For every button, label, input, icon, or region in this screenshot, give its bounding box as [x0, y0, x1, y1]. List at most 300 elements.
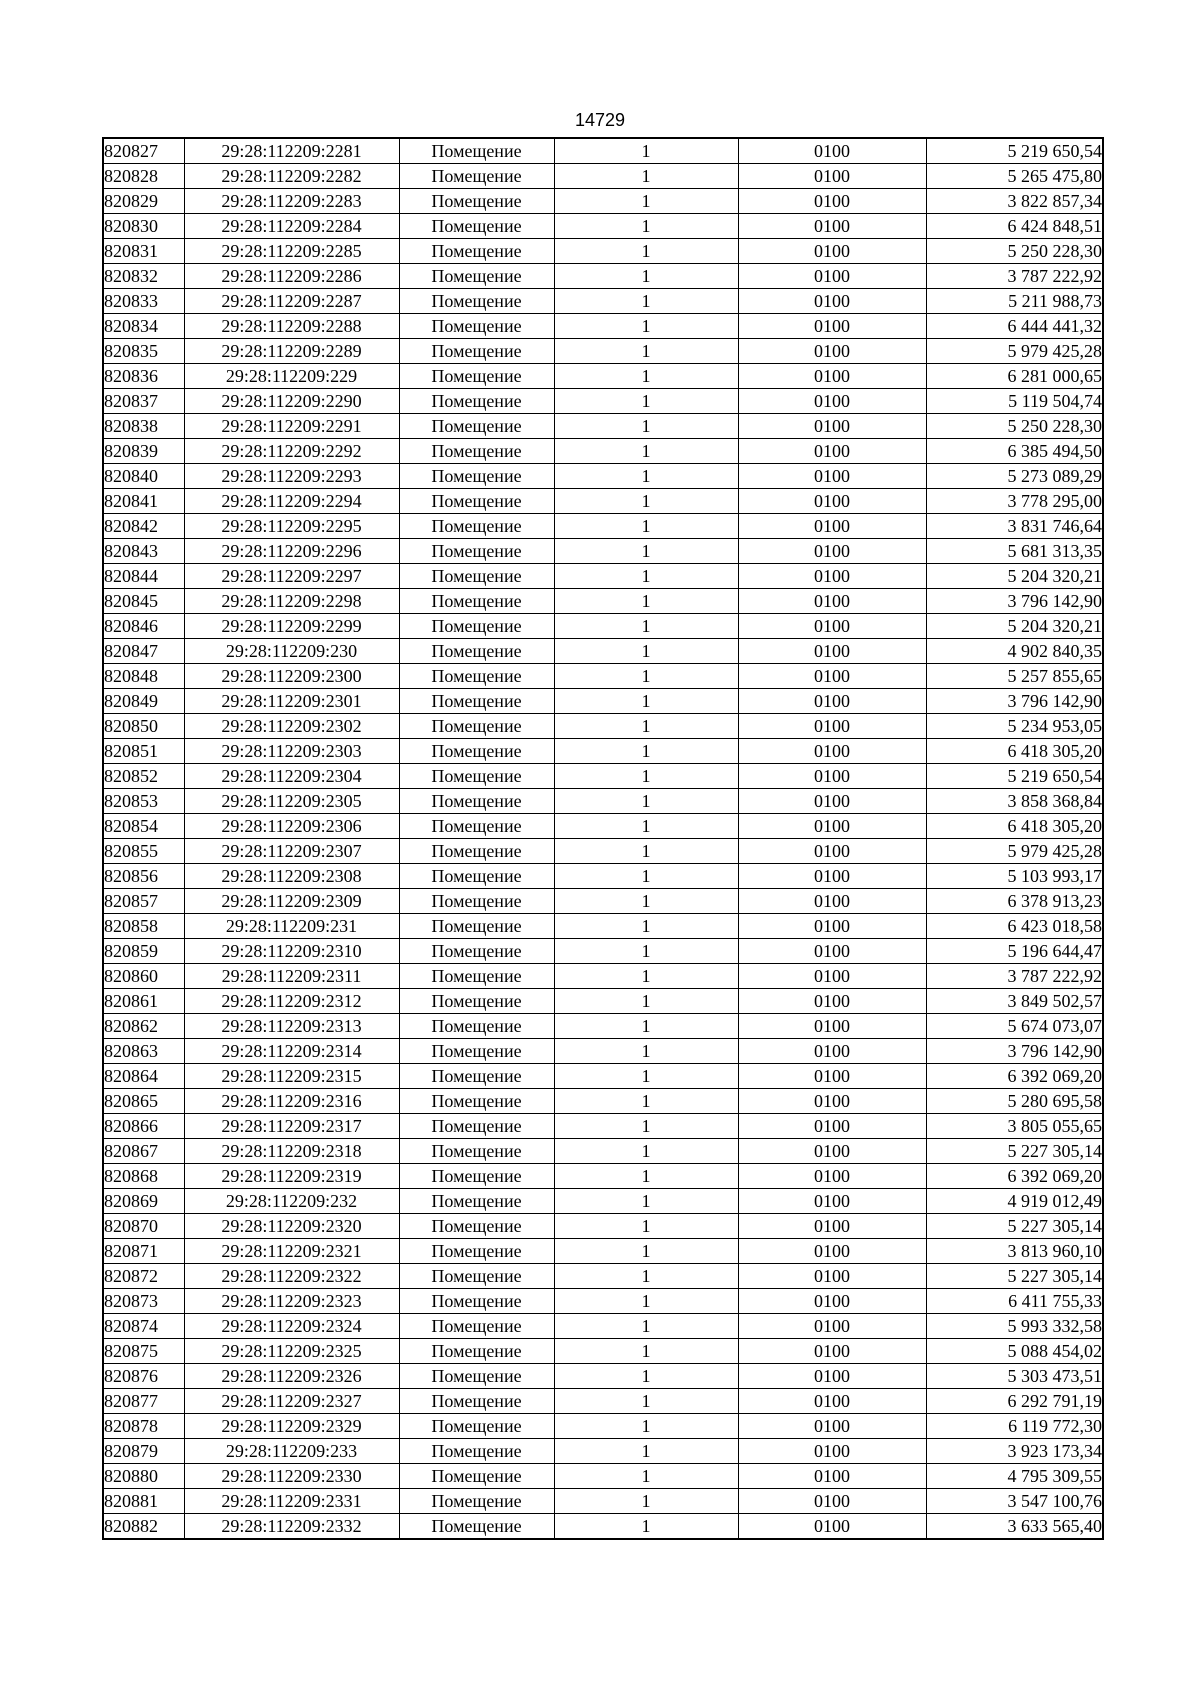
quantity-cell: 1: [554, 289, 738, 314]
code-cell: 0100: [738, 1364, 926, 1389]
object-type-cell: Помещение: [399, 864, 554, 889]
row-number-cell: 820879: [103, 1439, 184, 1464]
table-row: [103, 264, 1103, 289]
object-type-cell: Помещение: [399, 739, 554, 764]
object-type-cell: Помещение: [399, 889, 554, 914]
object-type-cell: Помещение: [399, 789, 554, 814]
row-number-cell: 820840: [103, 464, 184, 489]
code-cell: 0100: [738, 439, 926, 464]
cadastral-number-cell: 29:28:112209:2315: [184, 1064, 399, 1089]
code-cell: 0100: [738, 264, 926, 289]
table-row: [103, 664, 1103, 689]
cadastral-value-cell: 4 902 840,35: [926, 639, 1103, 664]
quantity-cell: 1: [554, 539, 738, 564]
object-type-cell: Помещение: [399, 589, 554, 614]
cadastral-value-cell: 3 787 222,92: [926, 964, 1103, 989]
row-number-cell: 820856: [103, 864, 184, 889]
object-type-cell: Помещение: [399, 939, 554, 964]
quantity-cell: 1: [554, 914, 738, 939]
table-row: [103, 1489, 1103, 1514]
cadastral-value-cell: 6 424 848,51: [926, 214, 1103, 239]
cadastral-value-cell: 3 633 565,40: [926, 1514, 1103, 1540]
object-type-cell: Помещение: [399, 138, 554, 164]
code-cell: 0100: [738, 138, 926, 164]
code-cell: 0100: [738, 1089, 926, 1114]
object-type-cell: Помещение: [399, 1189, 554, 1214]
code-cell: 0100: [738, 164, 926, 189]
cadastral-value-cell: 6 292 791,19: [926, 1389, 1103, 1414]
table-row: [103, 714, 1103, 739]
row-number-cell: 820873: [103, 1289, 184, 1314]
row-number-cell: 820857: [103, 889, 184, 914]
quantity-cell: 1: [554, 239, 738, 264]
cadastral-value-cell: 3 787 222,92: [926, 264, 1103, 289]
cadastral-value-cell: 3 796 142,90: [926, 1039, 1103, 1064]
cadastral-number-cell: 29:28:112209:2318: [184, 1139, 399, 1164]
cadastral-number-cell: 29:28:112209:2302: [184, 714, 399, 739]
code-cell: 0100: [738, 1239, 926, 1264]
table-row: [103, 1339, 1103, 1364]
object-type-cell: Помещение: [399, 564, 554, 589]
quantity-cell: 1: [554, 264, 738, 289]
quantity-cell: 1: [554, 739, 738, 764]
row-number-cell: 820850: [103, 714, 184, 739]
table-row: [103, 464, 1103, 489]
code-cell: 0100: [738, 189, 926, 214]
cadastral-value-cell: 3 822 857,34: [926, 189, 1103, 214]
quantity-cell: 1: [554, 814, 738, 839]
quantity-cell: 1: [554, 1114, 738, 1139]
table-row: [103, 1164, 1103, 1189]
quantity-cell: 1: [554, 189, 738, 214]
cadastral-value-cell: 6 411 755,33: [926, 1289, 1103, 1314]
object-type-cell: Помещение: [399, 414, 554, 439]
object-type-cell: Помещение: [399, 1164, 554, 1189]
cadastral-number-cell: 29:28:112209:2308: [184, 864, 399, 889]
table-row: [103, 639, 1103, 664]
table-row: [103, 1439, 1103, 1464]
object-type-cell: Помещение: [399, 1214, 554, 1239]
cadastral-value-cell: 6 378 913,23: [926, 889, 1103, 914]
cadastral-number-cell: 29:28:112209:2293: [184, 464, 399, 489]
cadastral-value-cell: 5 979 425,28: [926, 339, 1103, 364]
row-number-cell: 820880: [103, 1464, 184, 1489]
code-cell: 0100: [738, 1139, 926, 1164]
cadastral-number-cell: 29:28:112209:2314: [184, 1039, 399, 1064]
row-number-cell: 820868: [103, 1164, 184, 1189]
row-number-cell: 820835: [103, 339, 184, 364]
cadastral-value-cell: 5 119 504,74: [926, 389, 1103, 414]
code-cell: 0100: [738, 1164, 926, 1189]
object-type-cell: Помещение: [399, 339, 554, 364]
row-number-cell: 820872: [103, 1264, 184, 1289]
table-row: [103, 1214, 1103, 1239]
cadastral-value-cell: 5 234 953,05: [926, 714, 1103, 739]
cadastral-value-cell: 5 681 313,35: [926, 539, 1103, 564]
table-row: [103, 289, 1103, 314]
cadastral-value-cell: 5 196 644,47: [926, 939, 1103, 964]
code-cell: 0100: [738, 939, 926, 964]
table-row: [103, 339, 1103, 364]
cadastral-value-cell: 5 303 473,51: [926, 1364, 1103, 1389]
object-type-cell: Помещение: [399, 1489, 554, 1514]
code-cell: 0100: [738, 639, 926, 664]
row-number-cell: 820882: [103, 1514, 184, 1540]
object-type-cell: Помещение: [399, 239, 554, 264]
cadastral-number-cell: 29:28:112209:2327: [184, 1389, 399, 1414]
row-number-cell: 820869: [103, 1189, 184, 1214]
object-type-cell: Помещение: [399, 814, 554, 839]
row-number-cell: 820871: [103, 1239, 184, 1264]
object-type-cell: Помещение: [399, 1439, 554, 1464]
cadastral-number-cell: 29:28:112209:2331: [184, 1489, 399, 1514]
cadastral-number-cell: 29:28:112209:2283: [184, 189, 399, 214]
quantity-cell: 1: [554, 1489, 738, 1514]
cadastral-number-cell: 29:28:112209:2307: [184, 839, 399, 864]
code-cell: 0100: [738, 764, 926, 789]
table-row: [103, 1314, 1103, 1339]
table-row: [103, 539, 1103, 564]
quantity-cell: 1: [554, 1064, 738, 1089]
table-row: [103, 214, 1103, 239]
row-number-cell: 820832: [103, 264, 184, 289]
quantity-cell: 1: [554, 1189, 738, 1214]
code-cell: 0100: [738, 1014, 926, 1039]
quantity-cell: 1: [554, 1214, 738, 1239]
object-type-cell: Помещение: [399, 1339, 554, 1364]
object-type-cell: Помещение: [399, 214, 554, 239]
row-number-cell: 820836: [103, 364, 184, 389]
quantity-cell: 1: [554, 689, 738, 714]
cadastral-value-cell: 3 547 100,76: [926, 1489, 1103, 1514]
table-row: [103, 864, 1103, 889]
cadastral-number-cell: 29:28:112209:2295: [184, 514, 399, 539]
object-type-cell: Помещение: [399, 914, 554, 939]
cadastral-value-cell: 5 250 228,30: [926, 239, 1103, 264]
quantity-cell: 1: [554, 439, 738, 464]
cadastral-value-cell: 5 250 228,30: [926, 414, 1103, 439]
row-number-cell: 820847: [103, 639, 184, 664]
code-cell: 0100: [738, 1514, 926, 1540]
object-type-cell: Помещение: [399, 1414, 554, 1439]
cadastral-number-cell: 29:28:112209:2282: [184, 164, 399, 189]
registry-table: [102, 137, 1104, 1540]
cadastral-number-cell: 29:28:112209:2287: [184, 289, 399, 314]
cadastral-value-cell: 3 778 295,00: [926, 489, 1103, 514]
cadastral-number-cell: 29:28:112209:2313: [184, 1014, 399, 1039]
object-type-cell: Помещение: [399, 1139, 554, 1164]
quantity-cell: 1: [554, 138, 738, 164]
code-cell: 0100: [738, 414, 926, 439]
quantity-cell: 1: [554, 764, 738, 789]
code-cell: 0100: [738, 239, 926, 264]
row-number-cell: 820866: [103, 1114, 184, 1139]
cadastral-number-cell: 29:28:112209:2296: [184, 539, 399, 564]
code-cell: 0100: [738, 389, 926, 414]
quantity-cell: 1: [554, 1464, 738, 1489]
object-type-cell: Помещение: [399, 1114, 554, 1139]
cadastral-value-cell: 4 919 012,49: [926, 1189, 1103, 1214]
cadastral-number-cell: 29:28:112209:2286: [184, 264, 399, 289]
row-number-cell: 820834: [103, 314, 184, 339]
cadastral-number-cell: 29:28:112209:2312: [184, 989, 399, 1014]
cadastral-value-cell: 5 227 305,14: [926, 1214, 1103, 1239]
cadastral-value-cell: 3 849 502,57: [926, 989, 1103, 1014]
quantity-cell: 1: [554, 864, 738, 889]
cadastral-number-cell: 29:28:112209:2310: [184, 939, 399, 964]
row-number-cell: 820838: [103, 414, 184, 439]
object-type-cell: Помещение: [399, 1364, 554, 1389]
cadastral-value-cell: 5 265 475,80: [926, 164, 1103, 189]
quantity-cell: 1: [554, 1364, 738, 1389]
cadastral-number-cell: 29:28:112209:2299: [184, 614, 399, 639]
object-type-cell: Помещение: [399, 164, 554, 189]
cadastral-number-cell: 29:28:112209:2288: [184, 314, 399, 339]
cadastral-number-cell: 29:28:112209:2324: [184, 1314, 399, 1339]
quantity-cell: 1: [554, 1239, 738, 1264]
code-cell: 0100: [738, 1414, 926, 1439]
object-type-cell: Помещение: [399, 389, 554, 414]
cadastral-number-cell: 29:28:112209:2329: [184, 1414, 399, 1439]
quantity-cell: 1: [554, 1139, 738, 1164]
row-number-cell: 820865: [103, 1089, 184, 1114]
code-cell: 0100: [738, 739, 926, 764]
code-cell: 0100: [738, 1039, 926, 1064]
table-row: [103, 1464, 1103, 1489]
object-type-cell: Помещение: [399, 1289, 554, 1314]
cadastral-number-cell: 29:28:112209:2309: [184, 889, 399, 914]
quantity-cell: 1: [554, 1389, 738, 1414]
code-cell: 0100: [738, 464, 926, 489]
table-row: [103, 689, 1103, 714]
table-row: [103, 1514, 1103, 1540]
cadastral-value-cell: 5 674 073,07: [926, 1014, 1103, 1039]
cadastral-number-cell: 29:28:112209:231: [184, 914, 399, 939]
cadastral-number-cell: 29:28:112209:2321: [184, 1239, 399, 1264]
row-number-cell: 820837: [103, 389, 184, 414]
cadastral-value-cell: 6 423 018,58: [926, 914, 1103, 939]
row-number-cell: 820855: [103, 839, 184, 864]
code-cell: 0100: [738, 689, 926, 714]
code-cell: 0100: [738, 564, 926, 589]
row-number-cell: 820839: [103, 439, 184, 464]
quantity-cell: 1: [554, 1289, 738, 1314]
row-number-cell: 820846: [103, 614, 184, 639]
quantity-cell: 1: [554, 214, 738, 239]
object-type-cell: Помещение: [399, 1514, 554, 1540]
cadastral-number-cell: 29:28:112209:2281: [184, 138, 399, 164]
cadastral-number-cell: 29:28:112209:2326: [184, 1364, 399, 1389]
quantity-cell: 1: [554, 1039, 738, 1064]
code-cell: 0100: [738, 614, 926, 639]
cadastral-number-cell: 29:28:112209:2297: [184, 564, 399, 589]
row-number-cell: 820862: [103, 1014, 184, 1039]
object-type-cell: Помещение: [399, 964, 554, 989]
table-row: [103, 1039, 1103, 1064]
cadastral-number-cell: 29:28:112209:2319: [184, 1164, 399, 1189]
cadastral-value-cell: 3 805 055,65: [926, 1114, 1103, 1139]
code-cell: 0100: [738, 489, 926, 514]
table-row: [103, 814, 1103, 839]
code-cell: 0100: [738, 1289, 926, 1314]
table-row: [103, 1114, 1103, 1139]
cadastral-number-cell: 29:28:112209:2284: [184, 214, 399, 239]
cadastral-number-cell: 29:28:112209:2301: [184, 689, 399, 714]
registry-table-body: [103, 138, 1103, 1539]
table-row: [103, 1089, 1103, 1114]
quantity-cell: 1: [554, 1014, 738, 1039]
code-cell: 0100: [738, 964, 926, 989]
table-row: [103, 1014, 1103, 1039]
quantity-cell: 1: [554, 639, 738, 664]
table-row: [103, 789, 1103, 814]
object-type-cell: Помещение: [399, 714, 554, 739]
cadastral-number-cell: 29:28:112209:2304: [184, 764, 399, 789]
row-number-cell: 820853: [103, 789, 184, 814]
code-cell: 0100: [738, 914, 926, 939]
quantity-cell: 1: [554, 1514, 738, 1540]
cadastral-number-cell: 29:28:112209:2316: [184, 1089, 399, 1114]
cadastral-number-cell: 29:28:112209:2289: [184, 339, 399, 364]
table-row: [103, 489, 1103, 514]
cadastral-number-cell: 29:28:112209:2311: [184, 964, 399, 989]
quantity-cell: 1: [554, 1414, 738, 1439]
quantity-cell: 1: [554, 339, 738, 364]
cadastral-number-cell: 29:28:112209:2285: [184, 239, 399, 264]
quantity-cell: 1: [554, 839, 738, 864]
cadastral-value-cell: 3 796 142,90: [926, 689, 1103, 714]
row-number-cell: 820858: [103, 914, 184, 939]
row-number-cell: 820828: [103, 164, 184, 189]
row-number-cell: 820829: [103, 189, 184, 214]
row-number-cell: 820859: [103, 939, 184, 964]
cadastral-value-cell: 5 219 650,54: [926, 138, 1103, 164]
cadastral-value-cell: 5 211 988,73: [926, 289, 1103, 314]
cadastral-value-cell: 6 281 000,65: [926, 364, 1103, 389]
quantity-cell: 1: [554, 589, 738, 614]
object-type-cell: Помещение: [399, 1264, 554, 1289]
object-type-cell: Помещение: [399, 1039, 554, 1064]
object-type-cell: Помещение: [399, 639, 554, 664]
quantity-cell: 1: [554, 1339, 738, 1364]
code-cell: 0100: [738, 1114, 926, 1139]
quantity-cell: 1: [554, 1164, 738, 1189]
quantity-cell: 1: [554, 1089, 738, 1114]
cadastral-value-cell: 5 204 320,21: [926, 564, 1103, 589]
quantity-cell: 1: [554, 989, 738, 1014]
row-number-cell: 820875: [103, 1339, 184, 1364]
table-row: [103, 439, 1103, 464]
code-cell: 0100: [738, 1439, 926, 1464]
object-type-cell: Помещение: [399, 839, 554, 864]
row-number-cell: 820860: [103, 964, 184, 989]
code-cell: 0100: [738, 814, 926, 839]
cadastral-value-cell: 6 418 305,20: [926, 739, 1103, 764]
object-type-cell: Помещение: [399, 264, 554, 289]
object-type-cell: Помещение: [399, 764, 554, 789]
object-type-cell: Помещение: [399, 489, 554, 514]
cadastral-number-cell: 29:28:112209:229: [184, 364, 399, 389]
code-cell: 0100: [738, 1264, 926, 1289]
cadastral-value-cell: 5 219 650,54: [926, 764, 1103, 789]
code-cell: 0100: [738, 1064, 926, 1089]
cadastral-number-cell: 29:28:112209:2300: [184, 664, 399, 689]
cadastral-value-cell: 4 795 309,55: [926, 1464, 1103, 1489]
object-type-cell: Помещение: [399, 1314, 554, 1339]
cadastral-number-cell: 29:28:112209:2306: [184, 814, 399, 839]
code-cell: 0100: [738, 539, 926, 564]
table-row: [103, 839, 1103, 864]
cadastral-number-cell: 29:28:112209:2291: [184, 414, 399, 439]
row-number-cell: 820870: [103, 1214, 184, 1239]
row-number-cell: 820854: [103, 814, 184, 839]
cadastral-number-cell: 29:28:112209:232: [184, 1189, 399, 1214]
row-number-cell: 820848: [103, 664, 184, 689]
object-type-cell: Помещение: [399, 314, 554, 339]
object-type-cell: Помещение: [399, 464, 554, 489]
object-type-cell: Помещение: [399, 539, 554, 564]
code-cell: 0100: [738, 1314, 926, 1339]
quantity-cell: 1: [554, 314, 738, 339]
table-row: [103, 164, 1103, 189]
table-row: [103, 414, 1103, 439]
quantity-cell: 1: [554, 714, 738, 739]
code-cell: 0100: [738, 339, 926, 364]
quantity-cell: 1: [554, 489, 738, 514]
object-type-cell: Помещение: [399, 514, 554, 539]
object-type-cell: Помещение: [399, 1014, 554, 1039]
cadastral-value-cell: 6 392 069,20: [926, 1164, 1103, 1189]
table-row: [103, 138, 1103, 164]
object-type-cell: Помещение: [399, 989, 554, 1014]
cadastral-value-cell: 5 979 425,28: [926, 839, 1103, 864]
cadastral-number-cell: 29:28:112209:2322: [184, 1264, 399, 1289]
cadastral-value-cell: 3 796 142,90: [926, 589, 1103, 614]
cadastral-value-cell: 3 831 746,64: [926, 514, 1103, 539]
row-number-cell: 820844: [103, 564, 184, 589]
row-number-cell: 820878: [103, 1414, 184, 1439]
code-cell: 0100: [738, 839, 926, 864]
table-row: [103, 189, 1103, 214]
quantity-cell: 1: [554, 789, 738, 814]
table-row: [103, 1364, 1103, 1389]
quantity-cell: 1: [554, 389, 738, 414]
quantity-cell: 1: [554, 664, 738, 689]
cadastral-number-cell: 29:28:112209:2294: [184, 489, 399, 514]
table-row: [103, 1414, 1103, 1439]
row-number-cell: 820841: [103, 489, 184, 514]
cadastral-number-cell: 29:28:112209:2323: [184, 1289, 399, 1314]
cadastral-number-cell: 29:28:112209:2292: [184, 439, 399, 464]
code-cell: 0100: [738, 1464, 926, 1489]
object-type-cell: Помещение: [399, 689, 554, 714]
code-cell: 0100: [738, 864, 926, 889]
row-number-cell: 820877: [103, 1389, 184, 1414]
cadastral-value-cell: 3 858 368,84: [926, 789, 1103, 814]
cadastral-number-cell: 29:28:112209:2320: [184, 1214, 399, 1239]
quantity-cell: 1: [554, 514, 738, 539]
cadastral-value-cell: 5 088 454,02: [926, 1339, 1103, 1364]
object-type-cell: Помещение: [399, 364, 554, 389]
object-type-cell: Помещение: [399, 1089, 554, 1114]
code-cell: 0100: [738, 1339, 926, 1364]
cadastral-value-cell: 3 813 960,10: [926, 1239, 1103, 1264]
object-type-cell: Помещение: [399, 1239, 554, 1264]
cadastral-value-cell: 5 103 993,17: [926, 864, 1103, 889]
table-row: [103, 739, 1103, 764]
table-row: [103, 1189, 1103, 1214]
row-number-cell: 820864: [103, 1064, 184, 1089]
